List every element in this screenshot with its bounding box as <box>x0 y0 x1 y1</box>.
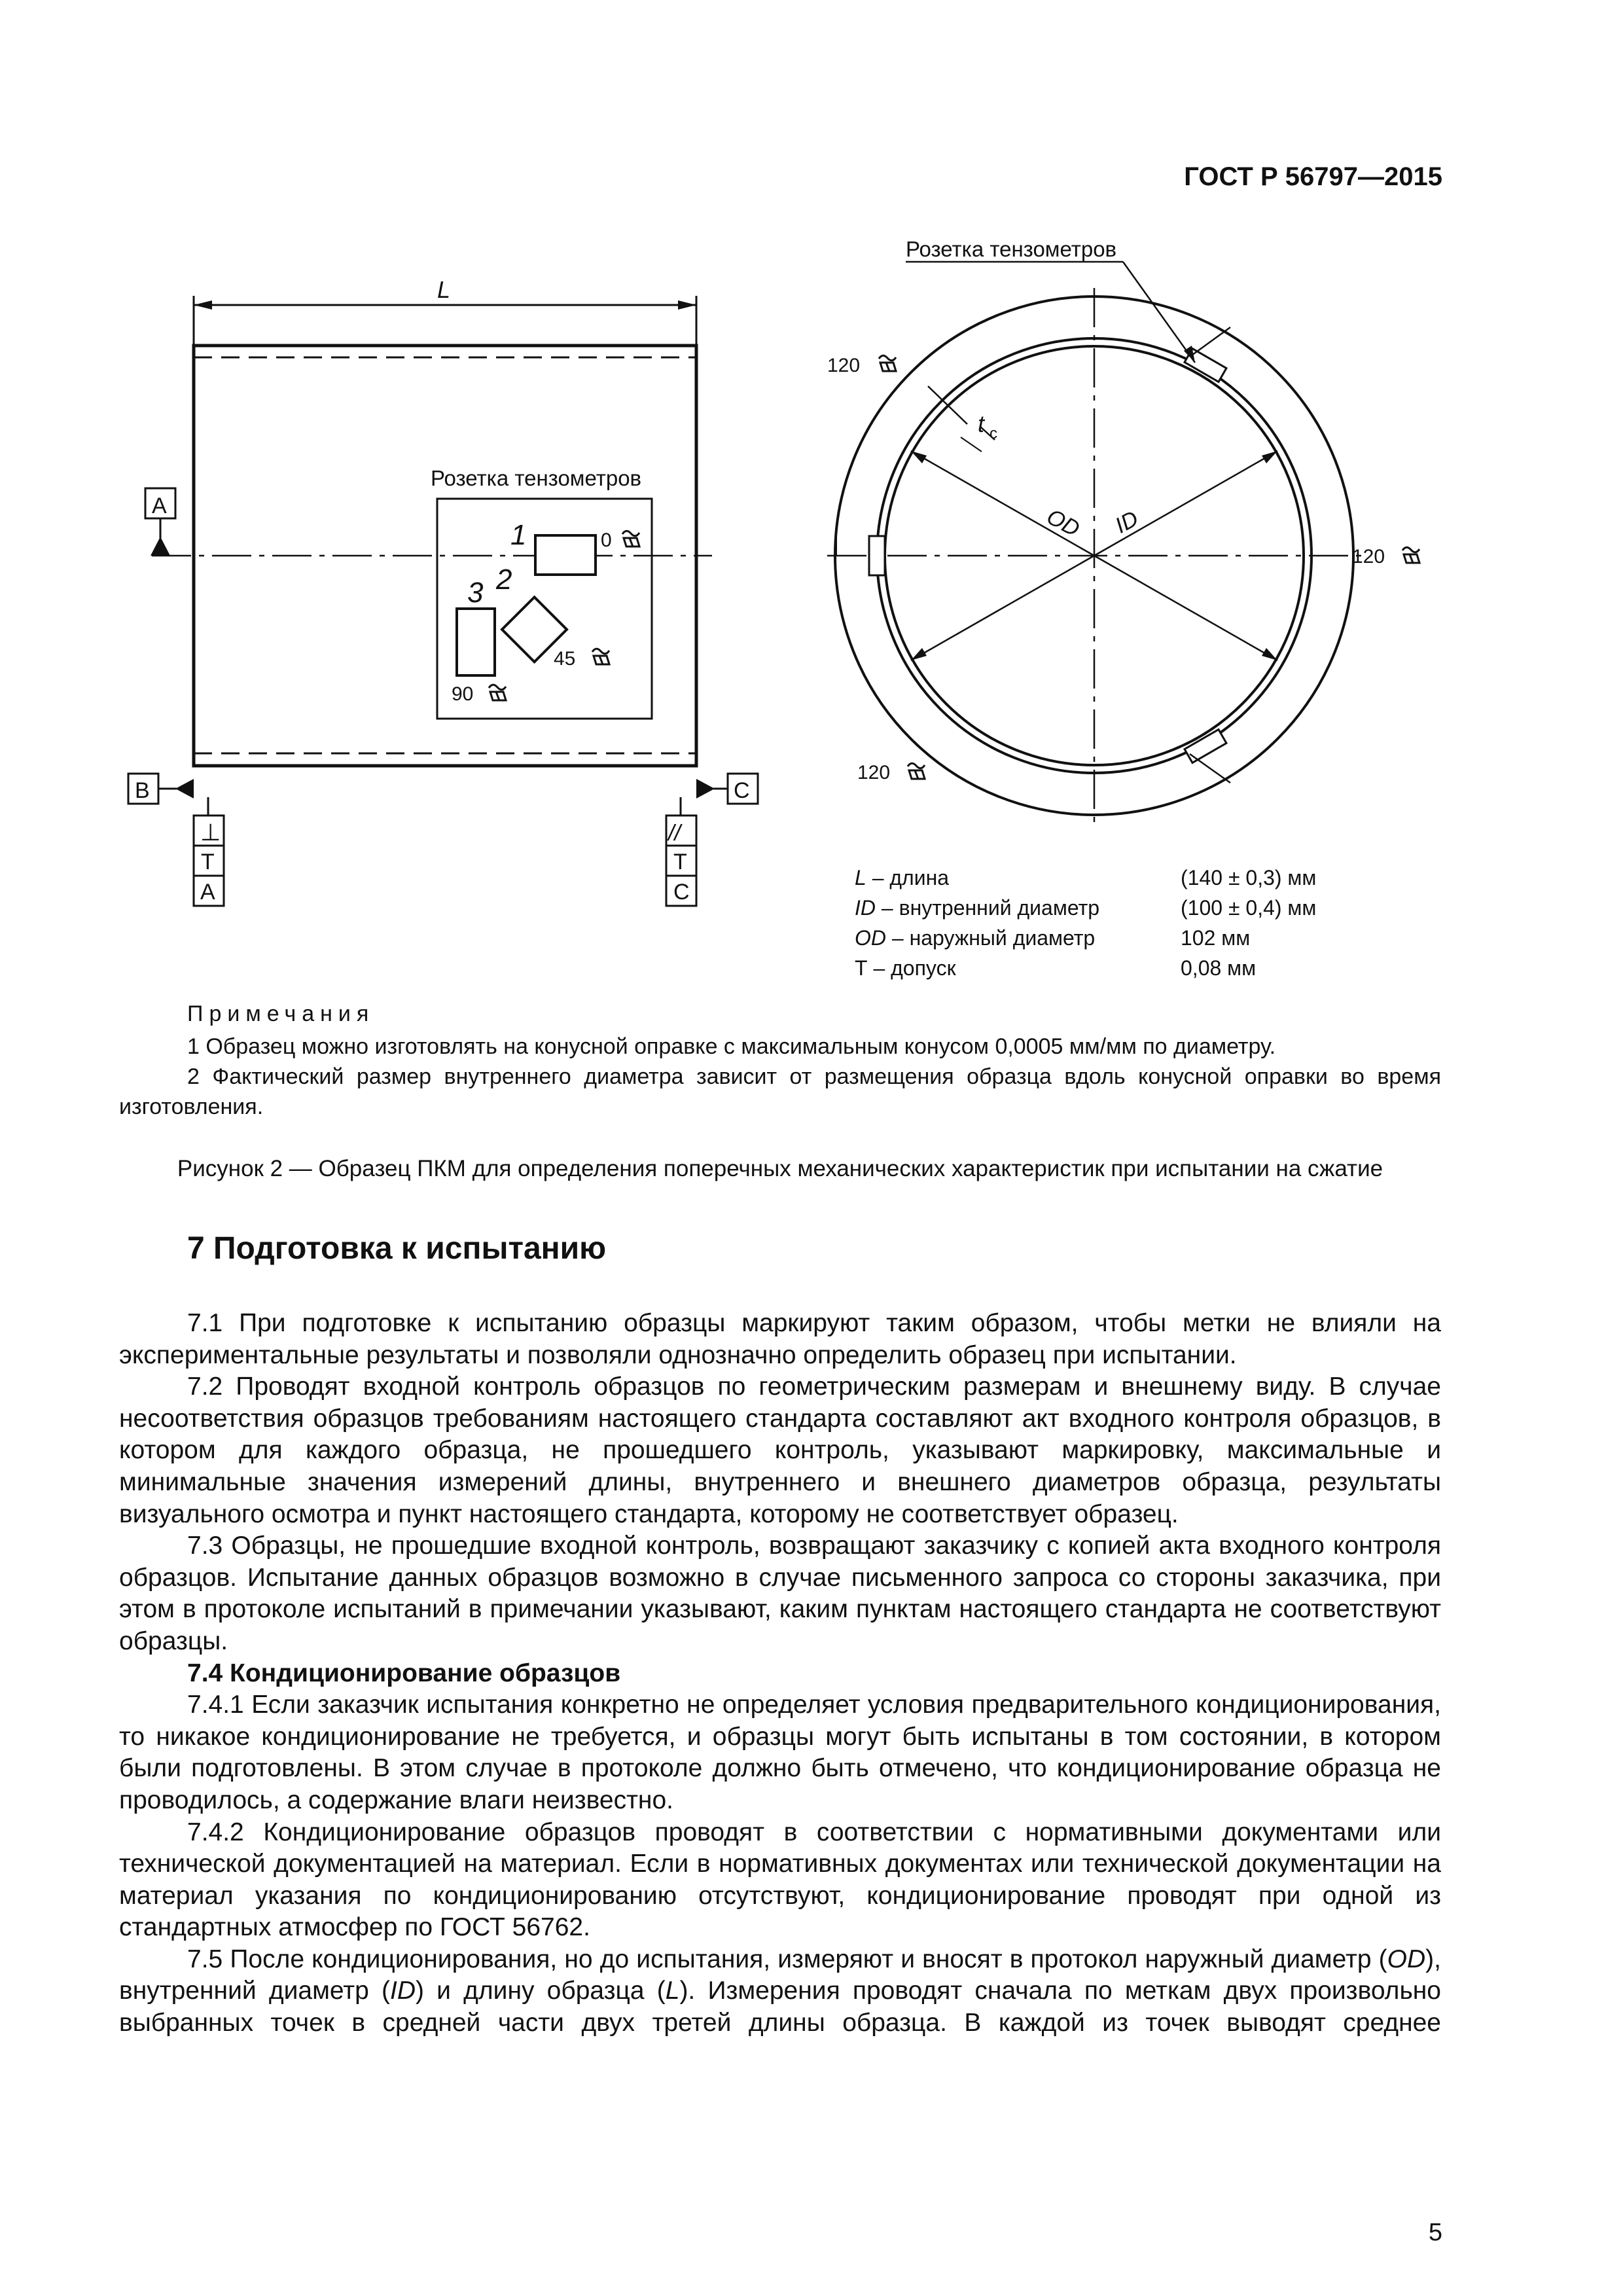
notes-title: Примечания <box>187 1001 375 1026</box>
cross-section-view <box>827 237 1419 980</box>
angle-0: 0 <box>601 529 612 551</box>
datum-c-letter: C <box>734 778 750 803</box>
angle-120-top: 120 <box>827 355 861 376</box>
angle-120-bottom: 120 <box>857 762 891 783</box>
gauge-number-3: 3 <box>467 577 484 609</box>
paragraph-7-2: 7.2 Проводят входной контроль образцов по геометрическим размерам и внешнему виду. В случае несоответствия образцов требованиям настоящего стандарта составляют акт входного контроля образцов, в котором для каждого образца, не прошедшего контроль, указывают маркировку, максимальные и минимальные значения измерений длины, внутреннего и внешнего диаметров образца, результаты визуального осмотра и пункт настоящего стандарта, которому не соответствует образец. <box>119 1372 1441 1528</box>
od-label: OD <box>1043 504 1084 542</box>
rosette-title: Розетка тензометров <box>431 466 642 490</box>
fcf-left-symbol: ⊥ <box>200 819 221 846</box>
gauge-3 <box>457 609 495 675</box>
fcf-right-symbol: // <box>668 821 681 846</box>
svg-text:102 мм: 102 мм <box>1181 926 1251 950</box>
angle-90: 90 <box>452 683 474 705</box>
fcf-left-tol: T <box>201 850 215 874</box>
figure-legend <box>855 866 1316 980</box>
gauge-number-1: 1 <box>510 519 527 551</box>
tc-subscript: c <box>990 425 997 442</box>
gauge-pad-left <box>869 536 885 575</box>
figure-2 <box>0 0 1623 995</box>
notes-block <box>119 1031 1441 1122</box>
note-1: 1 Образец можно изготовлять на конусной оправке с максимальным конусом 0,0005 мм/мм по диаметру. <box>187 1034 1276 1059</box>
fcf-right-tol: T <box>673 850 687 874</box>
angle-120-right: 120 <box>1352 546 1385 567</box>
angle-45: 45 <box>554 648 576 670</box>
svg-text:Т – допуск: Т – допуск <box>855 956 956 980</box>
svg-text:OD – наружный диаметр: OD – наружный диаметр <box>855 926 1096 950</box>
svg-text:ID – внутренний диаметр: ID – внутренний диаметр <box>855 896 1100 920</box>
datum-a-letter: A <box>152 493 167 518</box>
length-label: L <box>437 276 451 303</box>
rosette-title-right: Розетка тензометров <box>906 237 1117 261</box>
figure-caption: Рисунок 2 — Образец ПКМ для определения поперечных механических характеристик при испытании на сжатие <box>177 1156 1383 1181</box>
tc-label: t <box>978 410 985 437</box>
paragraph-7-1: 7.1 При подготовке к испытанию образцы маркируют таким образом, чтобы метки не влияли на экспериментальные результаты и позволяли однозначно определить образец при испытании. <box>119 1309 1441 1369</box>
side-view <box>128 276 758 906</box>
fcf-right-datum: C <box>673 880 690 905</box>
document-code: ГОСТ Р 56797—2015 <box>1184 162 1442 191</box>
subsection-heading-7-4: 7.4 Кондиционирование образцов <box>187 1659 621 1687</box>
paragraph-7-4-2: 7.4.2 Кондиционирование образцов проводят в соответствии с нормативными документами или технической документацией на материал. Если в нормативных документах или технической документации на материал указания по кондиционированию отсутствуют, кондиционирование проводят при одной из стандартных атмосфер по ГОСТ 56762. <box>119 1818 1441 1942</box>
paragraph-7-3: 7.3 Образцы, не прошедшие входной контроль, возвращают заказчику с копией акта входного контроля образцов. Испытание данных образцов возможно в случае письменного запроса со стороны заказчика, при этом в протоколе испытаний в примечании указывают, каким пунктам настоящего стандарта не соответствуют образцы. <box>119 1532 1441 1655</box>
paragraph-7-5: 7.5 После кондиционирования, но до испытания, измеряют и вносят в протокол наружный диаметр (OD), внутренний диаметр (ID) и длину образца (L). Измерения проводят сначала по меткам двух произвольно выбранных точек в средней части двух третей длины образца. В каждой из точек выводят среднее <box>119 1945 1441 2037</box>
svg-text:(140 ± 0,3) мм: (140 ± 0,3) мм <box>1181 866 1317 889</box>
datum-b-letter: B <box>135 778 150 803</box>
svg-text:L – длина: L – длина <box>855 866 950 889</box>
note-2: 2 Фактический размер внутреннего диаметра зависит от размещения образца вдоль конусной оправки во время изготовления. <box>119 1064 1441 1119</box>
id-label: ID <box>1111 506 1143 539</box>
svg-text:(100 ± 0,4) мм: (100 ± 0,4) мм <box>1181 896 1317 920</box>
page-number: 5 <box>1428 2219 1442 2246</box>
gauge-number-2: 2 <box>496 564 512 596</box>
paragraph-7-4-1: 7.4.1 Если заказчик испытания конкретно не определяет условия предварительного кондиционирования, то никакое кондиционирование не требуется, и образцы могут быть испытаны в том состоянии, в котором были подготовлены. В этом случае в протоколе должно быть отмечено, что кондиционирование образца не проводилось, а содержание влаги неизвестно. <box>119 1691 1441 1814</box>
section-body <box>119 1308 1441 2039</box>
section-heading: 7 Подготовка к испытанию <box>187 1231 607 1266</box>
gauge-1 <box>535 535 596 575</box>
fcf-left-datum: A <box>200 880 215 905</box>
svg-text:0,08 мм: 0,08 мм <box>1181 956 1257 980</box>
